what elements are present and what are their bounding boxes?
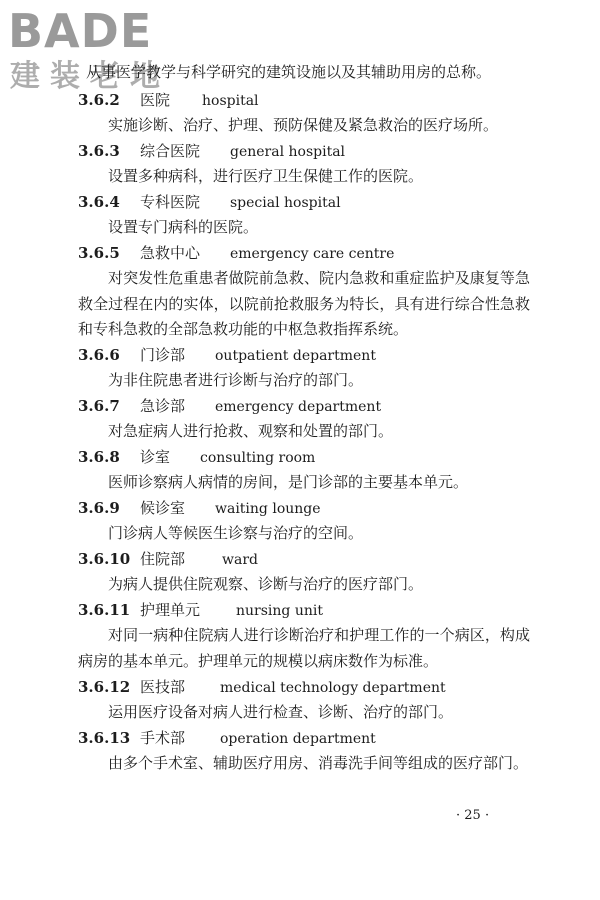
- term-number: 3.6.5: [78, 244, 120, 262]
- term-definition: 为非住院患者进行诊断与治疗的部门。: [108, 371, 364, 389]
- term-english: ward: [222, 552, 258, 568]
- term-english: special hospital: [230, 195, 341, 211]
- term-heading: [78, 599, 323, 622]
- term-english: consulting room: [200, 450, 316, 466]
- watermark-subtitle: 建装老地: [10, 59, 170, 94]
- term-english: nursing unit: [236, 603, 323, 619]
- term-number: 3.6.11: [78, 601, 131, 619]
- term-chinese: 候诊室: [140, 499, 186, 517]
- term-definition: 医师诊察病人病情的房间，是门诊部的主要基本单元。: [108, 473, 469, 491]
- term-heading: [78, 395, 381, 418]
- term-chinese: 医技部: [140, 678, 186, 696]
- term-number: 3.6.13: [78, 729, 131, 747]
- term-number: 3.6.2: [78, 91, 120, 109]
- term-heading: [78, 497, 321, 520]
- term-number: 3.6.6: [78, 346, 120, 364]
- term-heading: [78, 676, 446, 699]
- term-definition: 门诊病人等候医生诊察与治疗的空间。: [108, 524, 364, 542]
- term-heading: [78, 89, 259, 112]
- term-number: 3.6.8: [78, 448, 120, 466]
- term-heading: [78, 727, 376, 750]
- term-chinese: 护理单元: [140, 601, 201, 619]
- page-number: · 25 ·: [456, 808, 490, 823]
- term-chinese: 医院: [140, 91, 171, 109]
- term-heading: [78, 191, 341, 214]
- term-definition: 设置多种病科，进行医疗卫生保健工作的医院。: [108, 167, 424, 185]
- term-english: waiting lounge: [215, 501, 321, 517]
- term-chinese: 急救中心: [140, 244, 201, 262]
- term-heading: [78, 548, 258, 571]
- term-chinese: 手术部: [140, 729, 186, 747]
- watermark-logo-text: BADE: [8, 4, 153, 58]
- term-heading: [78, 242, 394, 265]
- intro-definition-line: 从事医学教学与科学研究的建筑设施以及其辅助用房的总称。: [86, 63, 492, 81]
- term-chinese: 综合医院: [140, 142, 201, 160]
- term-english: general hospital: [230, 144, 346, 160]
- term-definition: 对突发性危重患者做院前急救、院内急救和重症监护及康复等急救全过程在内的实体，以院前抢救服务为特长，具有进行综合性急救和专科急救的全部急救功能的中枢急救指挥系统。: [78, 269, 530, 339]
- term-heading: [78, 446, 315, 469]
- term-heading: [78, 140, 345, 163]
- term-english: emergency department: [215, 399, 382, 415]
- term-definition: 对同一病种住院病人进行诊断治疗和护理工作的一个病区，构成病房的基本单元。护理单元的规模以病床数作为标准。: [78, 626, 530, 670]
- term-definition: 运用医疗设备对病人进行检查、诊断、治疗的部门。: [108, 703, 454, 721]
- term-heading: [78, 344, 376, 367]
- term-chinese: 住院部: [140, 550, 186, 568]
- term-number: 3.6.7: [78, 397, 120, 415]
- term-english: emergency care centre: [230, 246, 395, 262]
- term-number: 3.6.4: [78, 193, 120, 211]
- term-definition: 为病人提供住院观察、诊断与治疗的医疗部门。: [108, 575, 424, 593]
- term-chinese: 门诊部: [140, 346, 186, 364]
- term-chinese: 专科医院: [140, 193, 201, 211]
- term-english: operation department: [220, 731, 376, 747]
- term-english: outpatient department: [215, 348, 376, 364]
- term-definition: 实施诊断、治疗、护理、预防保健及紧急救治的医疗场所。: [108, 116, 499, 134]
- term-definition: 由多个手术室、辅助医疗用房、消毒洗手间等组成的医疗部门。: [108, 754, 529, 772]
- term-number: 3.6.3: [78, 142, 120, 160]
- term-english: hospital: [202, 93, 259, 109]
- term-chinese: 诊室: [140, 448, 171, 466]
- term-definition: 设置专门病科的医院。: [108, 218, 259, 236]
- term-english: medical technology department: [220, 680, 446, 696]
- term-number: 3.6.12: [78, 678, 131, 696]
- term-definition: 对急症病人进行抢救、观察和处置的部门。: [108, 422, 394, 440]
- term-number: 3.6.10: [78, 550, 131, 568]
- term-chinese: 急诊部: [140, 397, 186, 415]
- term-number: 3.6.9: [78, 499, 120, 517]
